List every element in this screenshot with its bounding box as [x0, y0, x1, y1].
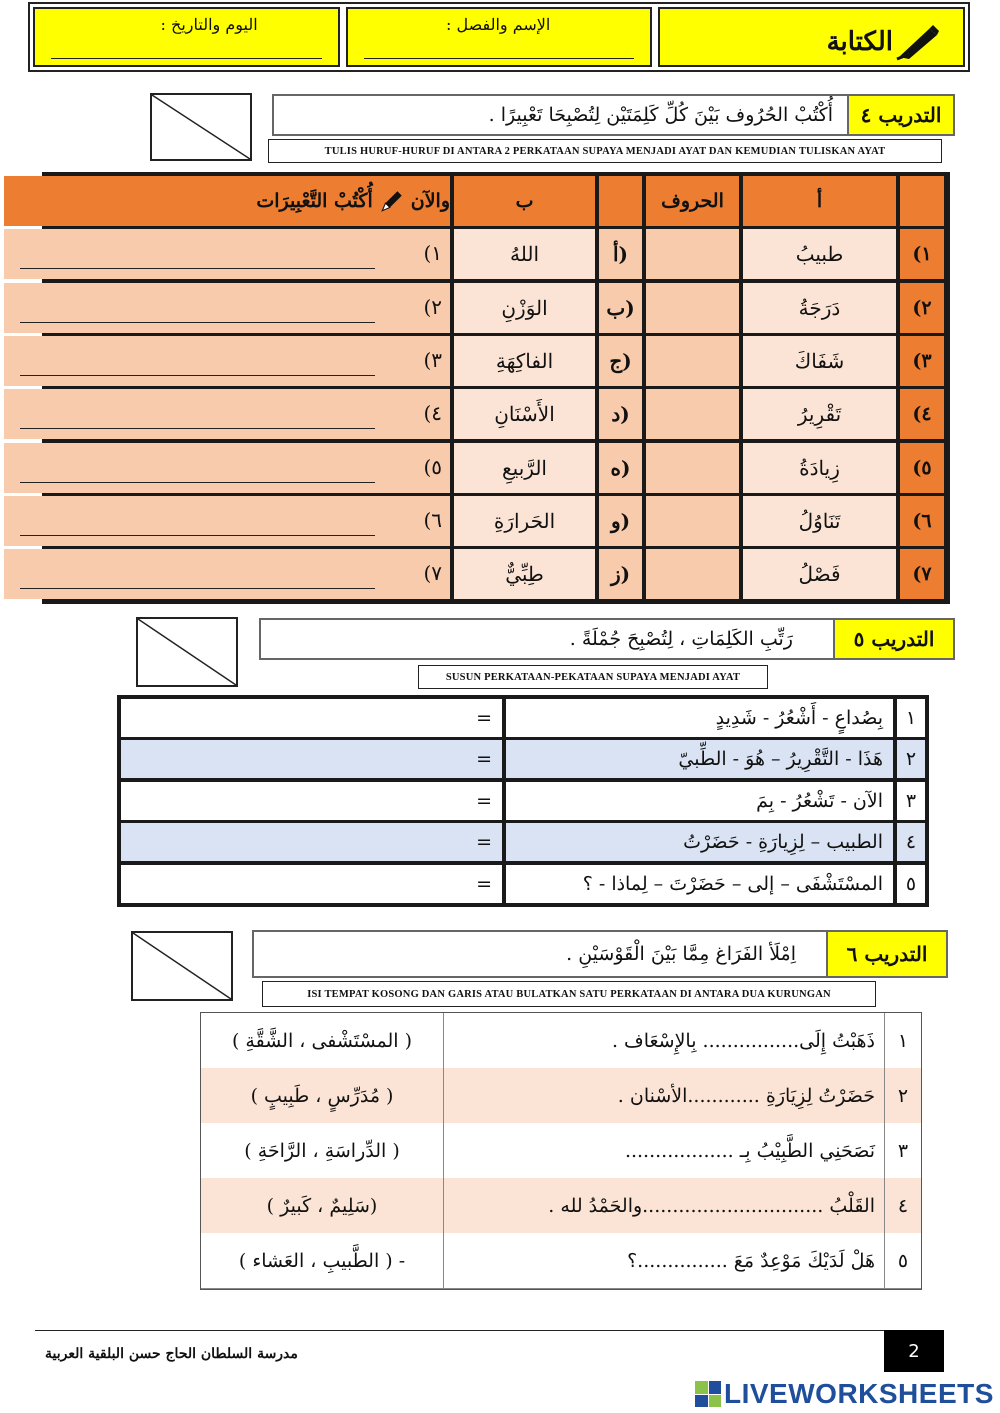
ex4-row-5-b: الرَّبيعِ	[454, 443, 595, 493]
ex6-choices[interactable]: - ( الطَّبيبِ ، العَشاء )	[238, 1249, 406, 1272]
ex4-row-2-write[interactable]	[4, 283, 450, 333]
ex4-row-4-write[interactable]	[4, 389, 450, 439]
ex4-row-3-a: شَفَاكَ	[743, 336, 896, 386]
ex6-choices[interactable]: ( مُدَرِّسٍ ، طَبِيبٍ )	[250, 1084, 394, 1107]
day-date-label: اليوم والتاريخ :	[160, 15, 258, 34]
name-class-box	[346, 7, 653, 67]
answer-line[interactable]	[20, 322, 375, 323]
ex4-row-2-num: ٢)	[900, 283, 944, 333]
ex5-row-2-answer[interactable]	[121, 740, 502, 778]
ex4-header	[272, 94, 955, 136]
ex4-row-5-write[interactable]	[4, 443, 450, 493]
ex4-row-1-letters[interactable]	[646, 229, 739, 279]
ex4-row-7-a: فَصْلُ	[743, 549, 896, 599]
ex4-malay-instruction: TULIS HURUF-HURUF DI ANTARA 2 PERKATAAN SUPAYA MENJADI AYAT DAN KEMUDIAN TULISKAN AYAT	[268, 139, 942, 163]
ex4-row-2-letters[interactable]	[646, 283, 739, 333]
ex5-row-1-num: ١	[897, 699, 925, 737]
answer-line[interactable]	[20, 535, 375, 536]
ex6-sentence[interactable]: القَلْبُ ..............................والحَمْدُ لله .	[548, 1194, 875, 1217]
equals-sign: =	[476, 706, 492, 729]
ex4-row-4-letter: (د	[599, 389, 642, 439]
answer-line[interactable]	[20, 428, 375, 429]
ex4-row-2-letter: (ب	[599, 283, 642, 333]
ex6-tag: التدريب ٦	[826, 932, 946, 976]
ex4-row-3-num: ٣)	[900, 336, 944, 386]
ex6-row-number: ٤	[897, 1194, 909, 1217]
page-number: 2	[884, 1330, 944, 1372]
ex4-row-5-num: ٥)	[900, 443, 944, 493]
ex4-row-4-b: الأَسْنَانِ	[454, 389, 595, 439]
liveworksheets-brand: LIVEWORKSHEETS	[724, 1378, 994, 1409]
ex6-malay-instruction: ISI TEMPAT KOSONG DAN GARIS ATAU BULATKAN SATU PERKATAAN DI ANTARA DUA KURUNGAN	[262, 981, 876, 1007]
school-name: مدرسة السلطان الحاج حسن البلقية العربية	[45, 1346, 298, 1362]
ex4-header-num	[900, 176, 944, 226]
ex6-row-number: ١	[897, 1029, 909, 1052]
ex4-header-b: ب	[454, 176, 595, 226]
answer-number: ٢)	[423, 294, 442, 319]
ex5-row-4-words: الطبيب – لِزِيارَةِ - حَضَرْتُ	[506, 823, 893, 861]
ex6-sentence[interactable]: هَلْ لَدَيْكَ مَوْعِدٌ مَعَ ...............؟	[627, 1249, 875, 1272]
ex6-table	[200, 1012, 922, 1290]
ex6-row-1	[201, 1013, 921, 1069]
ex4-header-letter	[599, 176, 642, 226]
ex6-row-4	[201, 1178, 921, 1234]
ex4-row-6-a: تَنَاوُلُ	[743, 496, 896, 546]
ex4-row-1-write[interactable]	[4, 229, 450, 279]
answer-number: ٧)	[423, 561, 442, 586]
ex4-row-3-letters[interactable]	[646, 336, 739, 386]
write-header-prefix: والآن	[410, 190, 450, 212]
ex4-row-6-num: ٦)	[900, 496, 944, 546]
equals-sign: =	[476, 748, 492, 770]
ex4-row-2-a: دَرَجَةُ	[743, 283, 896, 333]
name-class-field[interactable]	[364, 58, 635, 59]
score-box-ex5[interactable]	[136, 617, 238, 687]
pencil-icon	[379, 188, 405, 214]
ex4-row-4-num: ٤)	[900, 389, 944, 439]
day-date-field[interactable]	[51, 58, 322, 59]
column-divider	[884, 1123, 885, 1178]
ex4-row-1-letter: (أ	[599, 229, 642, 279]
ex6-row-number: ٢	[897, 1084, 909, 1107]
ex4-row-7-letter: (ز	[599, 549, 642, 599]
score-box-ex4[interactable]	[150, 93, 252, 161]
write-header-main: أُكْتُبْ التَّعْبِيرَات	[256, 190, 373, 212]
ex4-table	[42, 172, 950, 604]
answer-line[interactable]	[20, 482, 375, 483]
ex4-row-7-letters[interactable]	[646, 549, 739, 599]
footer-divider	[35, 1330, 940, 1331]
answer-line[interactable]	[20, 375, 375, 376]
column-divider	[443, 1178, 444, 1233]
ex4-row-5-a: زِيادَةُ	[743, 443, 896, 493]
column-divider	[884, 1013, 885, 1068]
ex4-row-3-b: الفاكِهَةِ	[454, 336, 595, 386]
ex4-row-1-b: اللهُ	[454, 229, 595, 279]
ex6-choices[interactable]: ( الدِّراسَةِ ، الرَّاحَةِ )	[244, 1139, 400, 1162]
ex6-choices[interactable]: ( المسْتَشْفى ، الشَّقَّةِ )	[231, 1029, 413, 1052]
ex4-row-1-num: ١)	[900, 229, 944, 279]
ex4-row-7-num: ٧)	[900, 549, 944, 599]
equals-sign: =	[476, 831, 492, 853]
ex5-row-2-num: ٢	[897, 740, 925, 778]
ex4-instruction: أُكْتُبْ الحُرُوف بَيْنَ كُلِّ كَلِمَتَيْن لِتُصْبِحَا تَعْبِيرًا .	[488, 104, 833, 126]
ex6-row-2	[201, 1068, 921, 1124]
page-title: الكتابة	[826, 27, 894, 57]
column-divider	[443, 1233, 444, 1288]
answer-number: ٣)	[423, 347, 442, 372]
ex4-header-write	[4, 176, 450, 226]
name-class-label: الإسم والفصل :	[446, 15, 551, 34]
ex4-header-letters: الحروف	[646, 176, 739, 226]
ex6-sentence[interactable]: ذَهَبْتُ إِلَى................ بِالإِسْعَاف .	[611, 1029, 875, 1052]
column-divider	[884, 1068, 885, 1123]
ex6-row-5	[201, 1233, 921, 1289]
ex6-row-number: ٥	[897, 1249, 909, 1272]
ex4-row-3-letter: (ج	[599, 336, 642, 386]
ex5-row-4-num: ٤	[897, 823, 925, 861]
ex6-sentence[interactable]: نَصَحَنِي الطَّبِيْبُ بِـ ..................	[624, 1139, 875, 1162]
equals-sign: =	[476, 872, 492, 895]
ex5-tag: التدريب ٥	[833, 620, 953, 658]
ex4-row-5-letters[interactable]	[646, 443, 739, 493]
answer-number: ١)	[423, 241, 442, 266]
ex5-header	[259, 618, 955, 660]
ex4-row-6-b: الحَرارَةِ	[454, 496, 595, 546]
liveworksheets-logo	[695, 1377, 994, 1411]
answer-number: ٥)	[423, 454, 442, 479]
ex6-choices[interactable]: (سَلِيمٌ ، كَبيرٌ )	[266, 1194, 378, 1217]
ex6-row-3	[201, 1123, 921, 1179]
ex6-header	[252, 930, 948, 978]
ex5-row-4-answer[interactable]	[121, 823, 502, 861]
ex4-row-6-letters[interactable]	[646, 496, 739, 546]
ex5-row-5-num: ٥	[897, 865, 925, 903]
liveworksheets-icon	[695, 1381, 721, 1407]
column-divider	[443, 1013, 444, 1068]
score-box-ex6[interactable]	[131, 931, 233, 1001]
ex4-row-1-a: طبيبُ	[743, 229, 896, 279]
header	[28, 2, 970, 72]
column-divider	[443, 1068, 444, 1123]
ex6-sentence[interactable]: حَضَرْتُ لِزِيَارَةِ ............الأسْنان .	[617, 1084, 875, 1107]
title-box	[658, 7, 965, 67]
ex5-malay-instruction: SUSUN PERKATAAN-PEKATAAN SUPAYA MENJADI AYAT	[418, 665, 768, 689]
answer-number: ٦)	[423, 507, 442, 532]
answer-number: ٤)	[423, 401, 442, 426]
column-divider	[443, 1123, 444, 1178]
ex5-row-5-answer[interactable]	[121, 865, 502, 903]
ex5-row-3-words: الآن - تَشْعُرُ - بِمَ	[506, 782, 893, 820]
ex5-row-5-words: المسْتَشْفَى – إلى – حَضَرْتَ – لِماذا - ؟	[506, 865, 893, 903]
ex5-row-1-words: بِصُداعٍ - أَشْعُرُ - شَدِيدٍ	[506, 699, 893, 737]
ex6-row-number: ٣	[897, 1139, 909, 1162]
column-divider	[884, 1233, 885, 1288]
ex4-tag: التدريب ٤	[847, 96, 953, 134]
ex4-row-2-b: الوَزْنِ	[454, 283, 595, 333]
ex4-row-3-write[interactable]	[4, 336, 450, 386]
ex5-row-3-answer[interactable]	[121, 782, 502, 820]
answer-line[interactable]	[20, 268, 375, 269]
ex4-row-4-a: تَقْرِيرُ	[743, 389, 896, 439]
pen-icon	[895, 23, 941, 61]
ex4-row-4-letters[interactable]	[646, 389, 739, 439]
equals-sign: =	[476, 789, 492, 812]
ex4-row-7-write[interactable]	[4, 549, 450, 599]
column-divider	[884, 1178, 885, 1233]
ex5-row-1-answer[interactable]	[121, 699, 502, 737]
ex6-instruction: اِمْلَأ الفَرَاغ مِمَّا بَيْنَ الْقَوْسَيْنِ .	[566, 943, 796, 965]
ex5-row-2-words: هَذَا - التَّقْرِيرُ – هُوَ - الطِّبيّ	[506, 740, 893, 778]
ex5-instruction: رَتِّبِ الكَلِمَاتِ ، لِتُصْبِحَ جُمْلَةً .	[569, 628, 793, 650]
ex4-header-a: أ	[743, 176, 896, 226]
ex5-table	[117, 695, 929, 907]
ex4-row-7-b: طِبِّيٌّ	[454, 549, 595, 599]
answer-line[interactable]	[20, 588, 375, 589]
ex4-row-6-letter: (و	[599, 496, 642, 546]
ex5-row-3-num: ٣	[897, 782, 925, 820]
day-date-box	[33, 7, 340, 67]
ex4-row-6-write[interactable]	[4, 496, 450, 546]
ex4-row-5-letter: (ه	[599, 443, 642, 493]
